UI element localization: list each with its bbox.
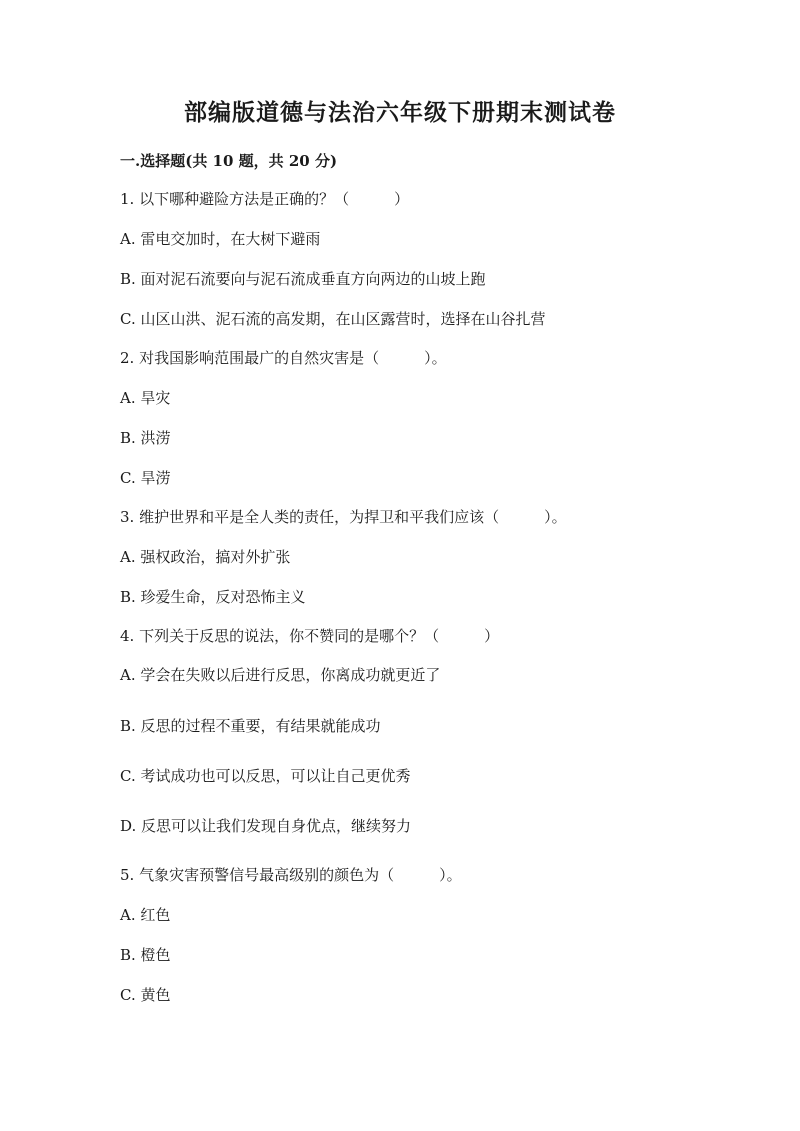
question-5-option-c: C. 黄色 — [120, 986, 171, 1004]
question-2-option-c: C. 旱涝 — [120, 469, 171, 487]
question-4-option-a: A. 学会在失败以后进行反思，你离成功就更近了 — [120, 666, 441, 684]
question-2-stem: 2. 对我国影响范围最广的自然灾害是（ ）。 — [120, 349, 447, 367]
question-4-stem: 4. 下列关于反思的说法，你不赞同的是哪个？（ ） — [120, 627, 500, 645]
question-1-option-a: A. 雷电交加时，在大树下避雨 — [120, 230, 321, 248]
question-2-option-a: A. 旱灾 — [120, 389, 171, 407]
question-2-option-b: B. 洪涝 — [120, 429, 171, 447]
question-5-stem: 5. 气象灾害预警信号最高级别的颜色为（ ）。 — [120, 866, 462, 884]
question-3-option-a: A. 强权政治，搞对外扩张 — [120, 548, 291, 566]
question-1-option-c: C. 山区山洪、泥石流的高发期，在山区露营时，选择在山谷扎营 — [120, 310, 546, 328]
question-3-option-b: B. 珍爱生命，反对恐怖主义 — [120, 588, 306, 606]
question-5-option-b: B. 橙色 — [120, 946, 171, 964]
question-5-option-a: A. 红色 — [120, 906, 171, 924]
question-4-option-c: C. 考试成功也可以反思，可以让自己更优秀 — [120, 767, 411, 785]
question-4-option-d: D. 反思可以让我们发现自身优点，继续努力 — [120, 817, 412, 835]
question-1-stem: 1. 以下哪种避险方法是正确的？（ ） — [120, 190, 410, 208]
question-3-stem: 3. 维护世界和平是全人类的责任，为捍卫和平我们应该（ ）。 — [120, 508, 567, 526]
document-title: 部编版道德与法治六年级下册期末测试卷 — [184, 99, 616, 126]
question-1-option-b: B. 面对泥石流要向与泥石流成垂直方向两边的山坡上跑 — [120, 270, 486, 288]
question-4-option-b: B. 反思的过程不重要，有结果就能成功 — [120, 717, 381, 735]
section-heading: 一.选择题(共 10 题，共 20 分) — [120, 152, 338, 170]
